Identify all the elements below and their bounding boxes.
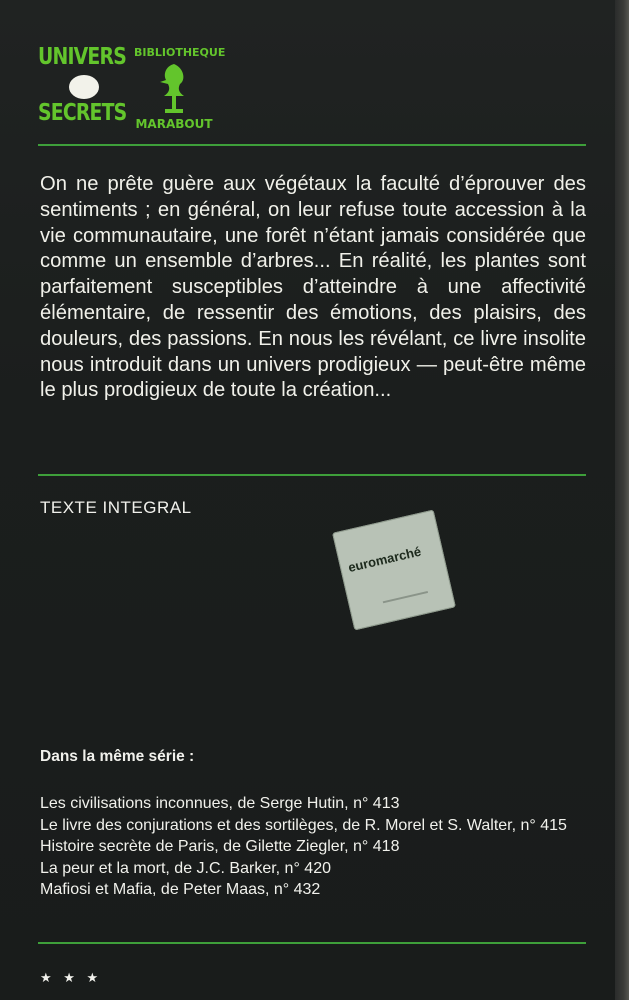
cover-edge: [615, 0, 629, 1000]
series-heading: Dans la même série :: [40, 748, 195, 765]
price-sticker: [332, 510, 456, 631]
logo-word-bibliotheque: BIBLIOTHEQUE: [134, 46, 226, 59]
star-rating: ★ ★ ★: [40, 970, 103, 985]
marabout-bird-icon: [156, 62, 192, 116]
divider-middle: [38, 474, 586, 476]
sticker-handwriting: [379, 573, 428, 603]
blurb-text: On ne prête guère aux végétaux la faculté d’éprouver des sentiments ; en général, on leur refuse toute accession à la vie communautaire, une forêt n’étant jamais considérée que comme un ensemble d’arbres... En réalité, les plantes sont parfaitement susceptibles d’atteindre à une affectivité élémentaire, de ressentir des émotions, des plaisirs, des douleurs, des passions. En nous les révélant, ce livre insolite nous introduit dans un univers prodigieux — peut-être même le plus prodigieux de toute la création...: [40, 173, 586, 402]
series-item: Mafiosi et Mafia, de Peter Maas, n° 432: [40, 881, 321, 898]
sticker-brand: euromarché: [346, 543, 423, 576]
series-item: Histoire secrète de Paris, de Gilette Ziegler, n° 418: [40, 838, 400, 855]
logo-word-marabout: MARABOUT: [135, 117, 213, 131]
divider-bottom: [38, 942, 586, 944]
edition-note: TEXTE INTEGRAL: [40, 498, 192, 517]
univers-secrets-logo: [38, 44, 128, 132]
series-item: La peur et la mort, de J.C. Barker, n° 420: [40, 859, 331, 877]
series-item: Le livre des conjurations et des sortilèges, de R. Morel et S. Walter, n° 415: [40, 816, 567, 834]
divider-top: [38, 144, 586, 146]
eye-icon: [69, 75, 99, 99]
logo-word-univers: UNIVERS: [38, 44, 126, 70]
series-list: [40, 793, 590, 901]
series-item: Les civilisations inconnues, de Serge Hutin, n° 413: [40, 795, 400, 812]
logo-word-secrets: SECRETS: [38, 100, 127, 126]
bibliotheque-marabout-logo: [134, 44, 226, 134]
